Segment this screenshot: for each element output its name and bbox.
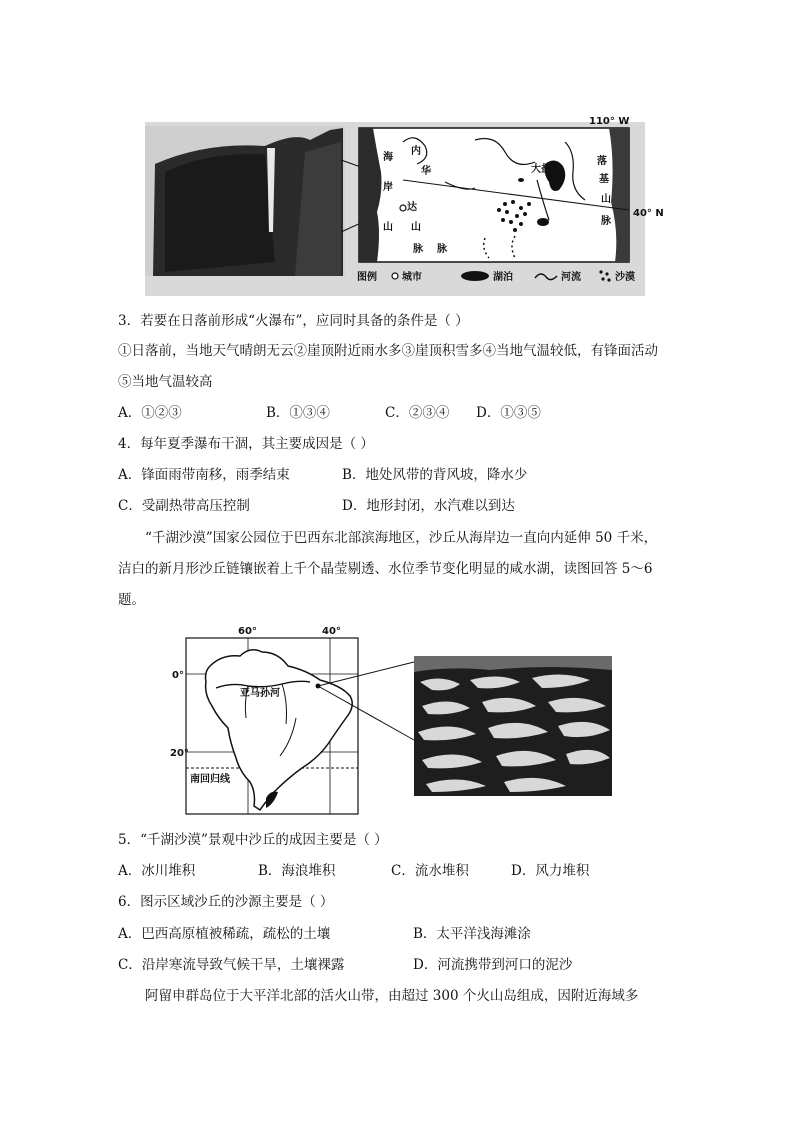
q3-option-a[interactable]: A．①②③ [118,405,182,421]
figure-1-svg [145,112,664,300]
q6-option-d[interactable]: D．河流携带到河口的泥沙 [413,957,573,973]
legend-city: 城市 [402,272,422,283]
range-mid-char: 脉 [437,244,447,255]
waterfall-photo [145,126,345,276]
range-right-char: 脉 [601,216,611,227]
legend-title: 图例 [357,272,377,283]
legend-city-icon [392,273,398,279]
q6-option-a[interactable]: A．巴西高原植被稀疏，疏松的土壤 [118,926,331,942]
q4-option-d[interactable]: D．地形封闭，水汽难以到达 [342,498,515,514]
q3-option-b[interactable]: B．①③④ [266,405,330,421]
q5-option-b[interactable]: B．海浪堆积 [258,863,336,879]
range-right-char: 落 [597,156,607,167]
q3-option-c[interactable]: C．②③④ [385,405,450,421]
range-left-char: 山 [383,222,393,233]
south-america-map [170,626,358,814]
range-left-char: 岸 [383,182,393,193]
q5-option-c[interactable]: C．流水堆积 [391,863,469,879]
tropic-label: 南回归线 [190,774,230,785]
legend-river: 河流 [561,272,581,283]
q6-stem: 6．图示区域沙丘的沙源主要是（ ） [118,894,334,910]
lon-40-label: 40° [322,626,341,637]
figure-2-svg [170,622,620,818]
legend-lake: 湖泊 [493,272,513,283]
lat-0-label: 0° [172,670,184,681]
range-left-char: 海 [383,152,393,163]
lon-60-label: 60° [238,626,257,637]
range-mid-char: 脉 [413,244,423,255]
utah-map [359,116,664,262]
lat-20-label: 20° [170,748,189,759]
passage-aleutian: 阿留申群岛位于大平洋北部的活火山带，由超过 300 个火山岛组成，因附近海域多 [145,988,639,1004]
legend-lake-icon [461,271,489,281]
q5-stem: 5．“千湖沙漠”景观中沙丘的成因主要是（ ） [118,832,388,848]
figure-1 [145,112,664,300]
q6-option-c[interactable]: C．沿岸寒流导致气候干旱，土壤裸露 [118,957,345,973]
range-mid-char: 内 [411,146,421,157]
q5-option-a[interactable]: A．冰川堆积 [118,863,196,879]
passage-qianhu-desert: “千湖沙漠”国家公园位于巴西东北部滨海地区，沙丘从海岸边一直向内延伸 50 千米，洁白的新月形沙丘链镶嵌着上千个晶莹剔透、水位季节变化明显的咸水湖，读图回答 5～6 题。 [118,530,658,608]
lat-label: 40° N [633,208,664,219]
q3-stem: 3．若要在日落前形成“火瀑布”，应同时具备的条件是（ ） [118,313,469,329]
q4-stem: 4．每年夏季瀑布干涸，其主要成因是（ ） [118,436,374,452]
range-mid-char: 山 [411,222,421,233]
lon-label: 110° W [589,116,630,127]
q6-option-b[interactable]: B．太平洋浅海滩涂 [413,926,531,942]
amazon-label: 亚马孙河 [240,688,280,699]
q3-option-d[interactable]: D．①③⑤ [476,405,541,421]
range-right-char: 山 [601,194,611,205]
dunes-photo [414,656,612,796]
q4-option-b[interactable]: B．地处风带的背风坡，降水少 [342,467,528,483]
range-right-char: 基 [599,174,609,185]
q5-option-d[interactable]: D．风力堆积 [511,863,590,879]
lake-label: 大盐湖 [531,164,561,175]
legend-desert: 沙漠 [615,272,635,283]
q4-option-c[interactable]: C．受副热带高压控制 [118,498,250,514]
figure-2 [170,622,620,818]
q3-conditions-line1: ①日落前，当地天气晴朗无云②崖顶附近雨水多③崖顶积雪多④当地气温较低，有锋面活动 [118,343,658,359]
range-mid-char: 达 [407,202,417,213]
q3-conditions-line2: ⑤当地气温较高 [118,374,213,390]
range-mid-char: 华 [421,166,431,177]
q4-option-a[interactable]: A．锋面雨带南移，雨季结束 [118,467,290,483]
